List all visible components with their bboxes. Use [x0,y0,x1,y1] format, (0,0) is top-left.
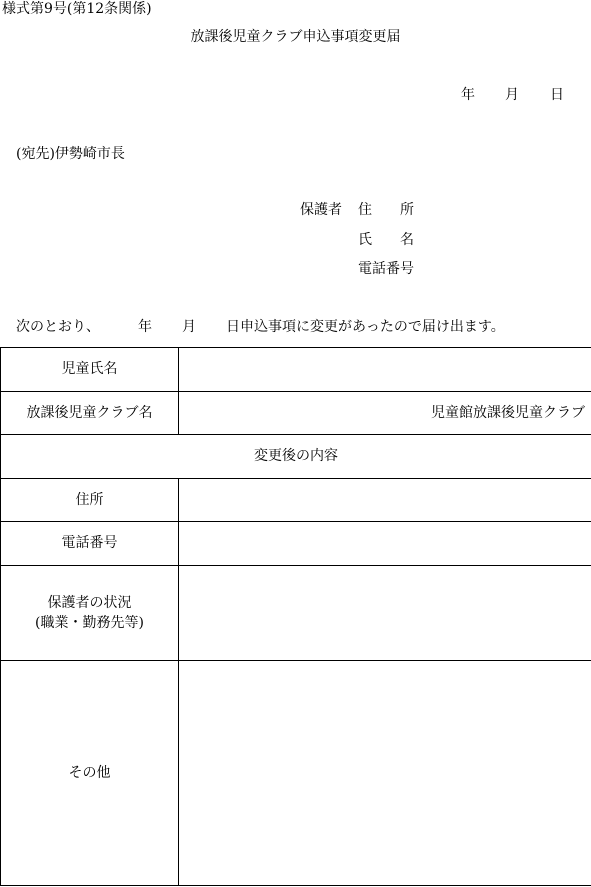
table-row [1,661,591,886]
guardian-name-label: 氏 名 [358,232,414,248]
table-row [1,566,591,661]
table-row [1,479,591,522]
club-name-label: 放課後児童クラブ名 [1,392,179,435]
other-field[interactable] [179,661,591,886]
other-label: その他 [1,661,179,886]
statement-suffix: 日申込事項に変更があったので届け出ます。 [226,319,505,335]
child-name-label: 児童氏名 [1,348,179,392]
statement [16,320,505,334]
statement-year: 年 [138,319,152,335]
table-row [1,348,591,392]
child-name-field[interactable] [179,348,591,392]
statement-month: 月 [182,319,196,335]
change-form-table [0,347,591,886]
guardian-status-label [1,566,179,661]
table-row [1,392,591,435]
date-month-label: 月 [505,87,519,103]
addressee: (宛先)伊勢崎市長 [16,146,125,162]
phone-field[interactable] [179,522,591,566]
date-day-label: 日 [550,87,564,103]
address-label: 住所 [1,479,179,522]
document-title: 放課後児童クラブ申込事項変更届 [190,29,401,45]
statement-prefix: 次のとおり、 [16,319,100,335]
form-number: 様式第9号(第12条関係) [2,1,152,17]
phone-label: 電話番号 [1,522,179,566]
address-field[interactable] [179,479,591,522]
guardian-label: 保護者 [300,202,342,218]
date-year-label: 年 [461,87,475,103]
guardian-address-label: 住 所 [358,202,414,218]
table-row [1,435,591,479]
club-name-field[interactable]: 児童館放課後児童クラブ [179,392,591,435]
date-line [461,88,564,102]
guardian-phone-label: 電話番号 [358,261,414,277]
table-row [1,522,591,566]
guardian-status-label-line2: (職業・勤務先等) [35,615,144,631]
section-header: 変更後の内容 [1,435,591,479]
guardian-status-field[interactable] [179,566,591,661]
guardian-status-label-line1: 保護者の状況 [47,594,132,611]
